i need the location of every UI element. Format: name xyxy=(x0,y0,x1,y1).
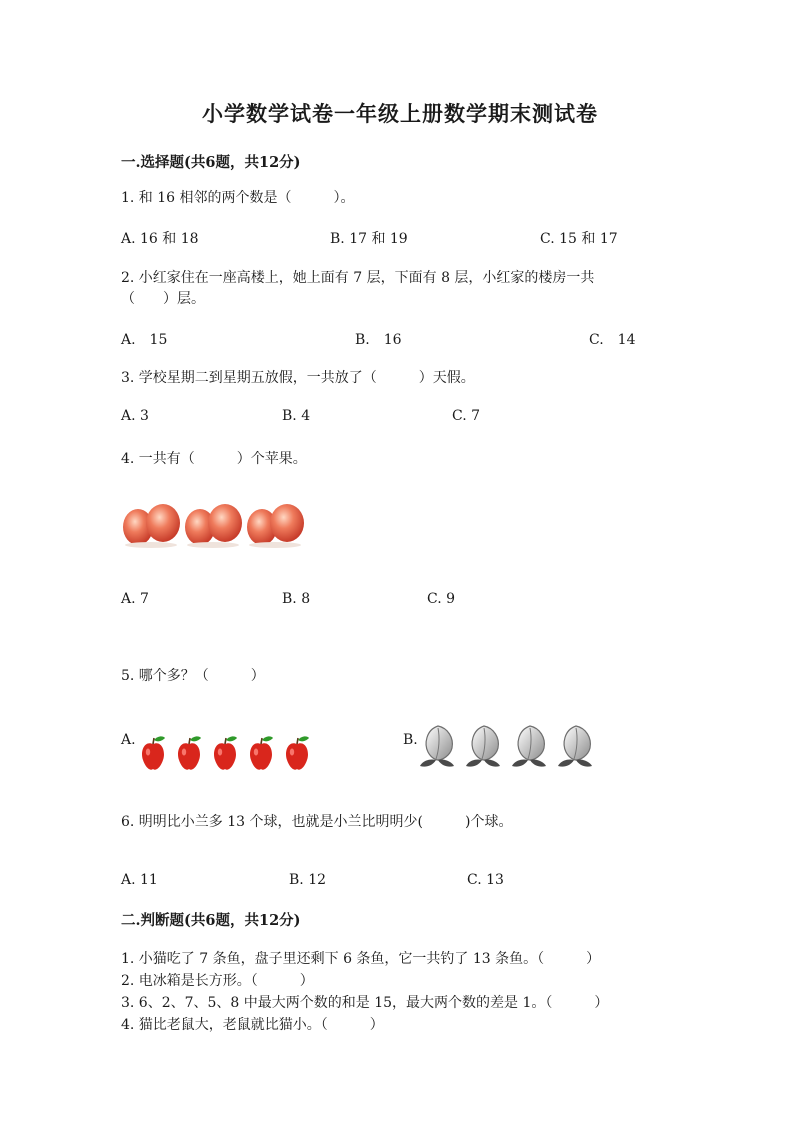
q6-option-c[interactable]: C. 13 xyxy=(467,872,504,888)
question-4: 4. 一共有（ ）个苹果。 xyxy=(121,451,307,467)
judgment-question-4: 4. 猫比老鼠大，老鼠就比猫小。（ ） xyxy=(121,1017,384,1033)
q2-option-a[interactable]: A. 15 xyxy=(121,332,168,348)
judgment-question-1: 1. 小猫吃了 7 条鱼，盘子里还剩下 6 条鱼，它一共钓了 13 条鱼。（ ） xyxy=(121,951,601,967)
q6-option-a[interactable]: A. 11 xyxy=(121,872,158,888)
question-6: 6. 明明比小兰多 13 个球，也就是小兰比明明少( )个球。 xyxy=(121,814,513,830)
q5-option-b[interactable]: B. xyxy=(403,732,418,748)
apple-pairs-icon xyxy=(122,500,308,550)
q3-option-b[interactable]: B. 4 xyxy=(282,408,311,424)
q5-option-a[interactable]: A. xyxy=(121,732,136,748)
q3-option-a[interactable]: A. 3 xyxy=(121,408,149,424)
q1-option-b[interactable]: B. 17 和 19 xyxy=(330,231,408,247)
question-3: 3. 学校星期二到星期五放假，一共放了（ ）天假。 xyxy=(121,370,475,386)
question-5: 5. 哪个多？（ ） xyxy=(121,668,265,684)
q1-option-c[interactable]: C. 15 和 17 xyxy=(540,231,618,247)
q4-option-c[interactable]: C. 9 xyxy=(427,591,456,607)
question-2-line-1: 2. 小红家住在一座高楼上，她上面有 7 层，下面有 8 层，小红家的楼房一共 xyxy=(121,270,595,286)
page-title: 小学数学试卷一年级上册数学期末测试卷 xyxy=(202,101,598,126)
q2-option-b[interactable]: B. 16 xyxy=(355,332,402,348)
peach-icon xyxy=(420,722,600,772)
q2-option-c[interactable]: C. 14 xyxy=(589,332,636,348)
judgment-question-3: 3. 6、2、7、5、8 中最大两个数的和是 15，最大两个数的差是 1。（ ） xyxy=(121,995,609,1011)
q6-option-b[interactable]: B. 12 xyxy=(289,872,327,888)
q3-option-c[interactable]: C. 7 xyxy=(452,408,481,424)
section-heading-judgment: 二.判断题(共6题，共12分) xyxy=(121,912,301,929)
q4-option-b[interactable]: B. 8 xyxy=(282,591,311,607)
red-apple-icon xyxy=(140,734,315,774)
q1-option-a[interactable]: A. 16 和 18 xyxy=(121,231,199,247)
question-2-line-2: （ ）层。 xyxy=(121,291,205,307)
q4-option-a[interactable]: A. 7 xyxy=(121,591,149,607)
section-heading-choice: 一.选择题(共6题，共12分) xyxy=(121,154,301,171)
question-1: 1. 和 16 相邻的两个数是（ ）。 xyxy=(121,190,355,206)
judgment-question-2: 2. 电冰箱是长方形。（ ） xyxy=(121,973,314,989)
